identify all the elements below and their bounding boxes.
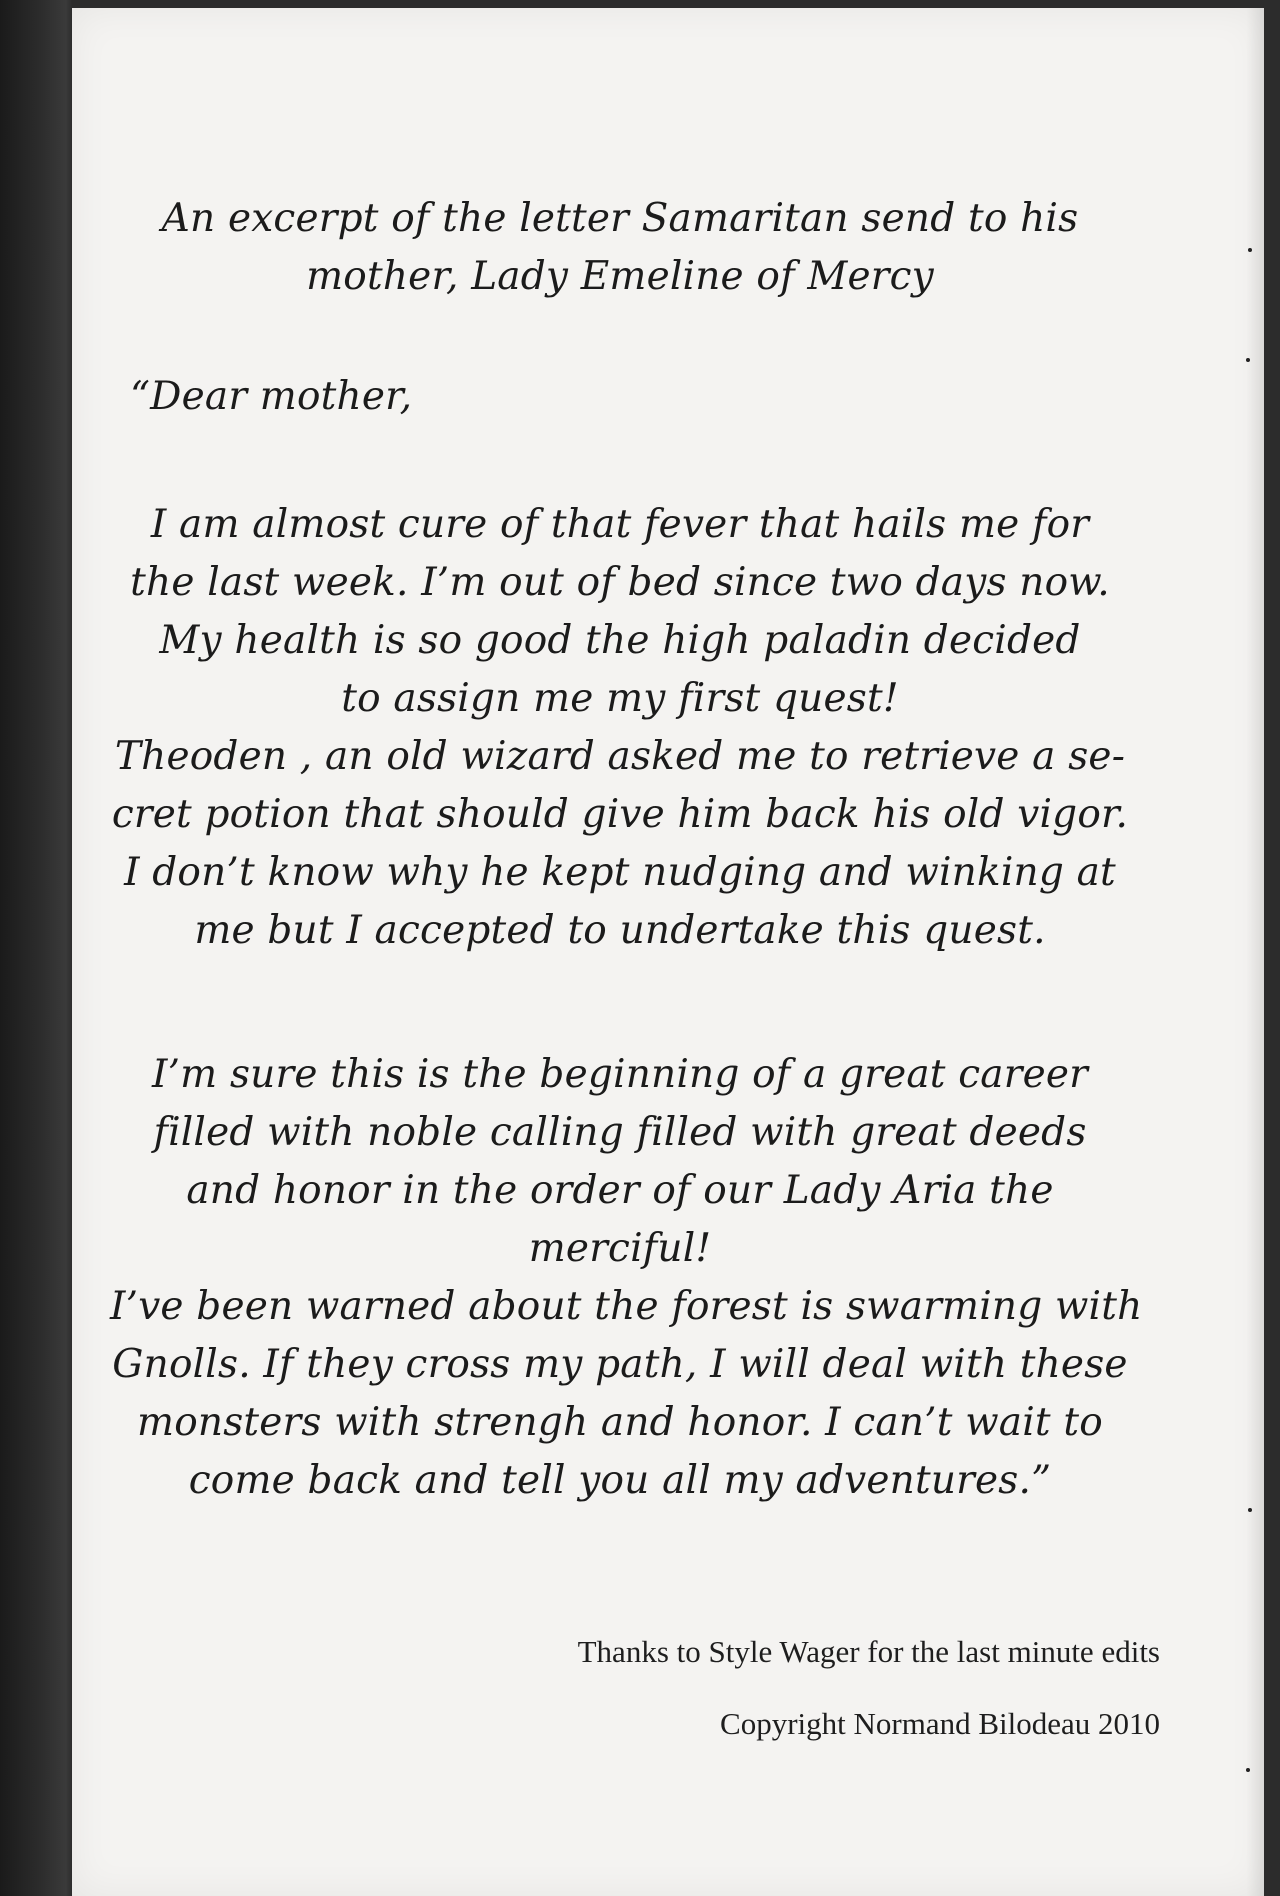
letter-paragraph-2 — [110, 1046, 1143, 1510]
salutation: “Dear mother, — [130, 374, 413, 419]
title-line: An excerpt of the letter Samaritan send to his — [161, 196, 1079, 241]
paragraph-line: I’ve been warned about the forest is swarming with — [110, 1284, 1143, 1329]
paragraph-line: cret potion that should give him back his old vigor. — [111, 792, 1129, 837]
copyright-note: Copyright Normand Bilodeau 2010 — [720, 1706, 1160, 1741]
scan-speck — [1246, 1768, 1250, 1772]
paragraph-line: I don’t know why he kept nudging and winking at — [124, 850, 1116, 895]
title-line: mother, Lady Emeline of Mercy — [306, 254, 934, 299]
paragraph-line: merciful! — [528, 1226, 712, 1271]
paragraph-line: filled with noble calling filled with great deeds — [153, 1110, 1087, 1155]
paragraph-line: Theoden , an old wizard asked me to retrieve a se- — [114, 734, 1126, 779]
paragraph-line: come back and tell you all my adventures.” — [188, 1458, 1052, 1503]
paragraph-line: monsters with strengh and honor. I can’t wait to — [137, 1400, 1103, 1445]
paragraph-line: Gnolls. If they cross my path, I will deal with these — [112, 1342, 1128, 1387]
paragraph-line: and honor in the order of our Lady Aria the — [186, 1168, 1054, 1213]
letter-paragraph-1 — [110, 496, 1130, 960]
scan-speck — [1248, 248, 1252, 252]
scan-speck — [1246, 358, 1250, 362]
paragraph-line: me but I accepted to undertake this quest. — [194, 908, 1046, 953]
paragraph-line: to assign me my first quest! — [341, 676, 899, 721]
scan-speck — [1248, 1508, 1252, 1512]
letter-title — [120, 190, 1120, 306]
thanks-note: Thanks to Style Wager for the last minute edits — [577, 1634, 1160, 1669]
paragraph-line: I am almost cure of that fever that hails me for — [150, 502, 1090, 547]
paragraph-line: the last week. I’m out of bed since two days now. — [130, 560, 1110, 605]
paragraph-line: I’m sure this is the beginning of a great career — [151, 1052, 1089, 1097]
paragraph-line: My health is so good the high paladin decided — [159, 618, 1081, 663]
